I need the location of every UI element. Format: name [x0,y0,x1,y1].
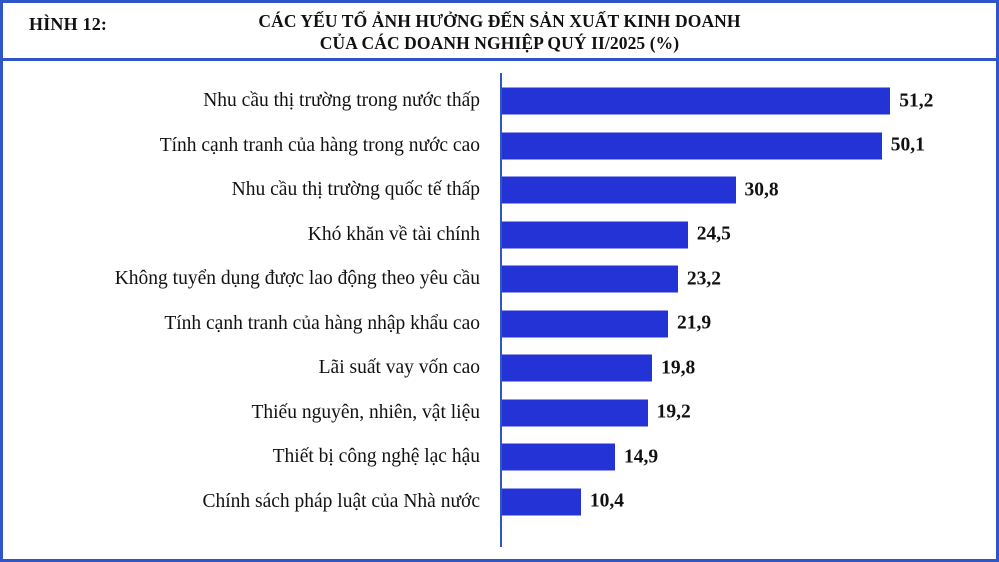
bar [502,310,668,337]
bar-value-label: 21,9 [677,312,712,334]
bar [502,399,648,426]
bar-row [3,346,996,391]
bar-value-label: 23,2 [686,268,722,290]
bar-row [3,391,996,436]
bar-rows [3,79,996,524]
bar [502,266,678,293]
bar-row [3,213,996,258]
bar [502,444,615,471]
bar-and-value [502,132,925,159]
category-label: Lãi suất vay vốn cao [318,357,480,379]
bar [502,355,652,382]
bar [502,488,581,515]
bar-row [3,79,996,124]
bar-value-label: 30,8 [744,179,779,201]
category-label: Nhu cầu thị trường quốc tế thấp [231,179,480,201]
bar-row [3,168,996,213]
bar-and-value [502,444,658,471]
bar-row [3,124,996,169]
bar-and-value [502,355,695,382]
bar-and-value [502,399,691,426]
category-label: Thiết bị công nghệ lạc hậu [272,446,480,468]
title-line-2: CỦA CÁC DOANH NGHIỆP QUÝ II/2025 (%) [319,33,680,53]
figure-title [153,10,846,54]
bar-row [3,257,996,302]
bar-and-value [502,177,779,204]
category-label: Tính cạnh tranh của hàng trong nước cao [159,134,480,156]
bar [502,177,736,204]
bar-value-label: 24,5 [696,223,731,245]
category-label: Thiếu nguyên, nhiên, vật liệu [251,401,480,423]
bar-value-label: 51,2 [899,90,934,112]
figure-number-label: HÌNH 12: [29,14,108,34]
bar-and-value [502,88,933,115]
bar-row [3,435,996,480]
bar-value-label: 14,9 [624,446,659,468]
bar-and-value [502,310,711,337]
bar-row [3,302,996,347]
category-label: Nhu cầu thị trường trong nước thấp [203,90,480,112]
category-label: Khó khăn về tài chính [307,223,480,245]
category-label: Chính sách pháp luật của Nhà nước [202,490,480,512]
bar-value-label: 50,1 [890,134,925,156]
category-label: Tính cạnh tranh của hàng nhập khẩu cao [164,312,480,334]
title-line-1: CÁC YẾU TỐ ẢNH HƯỞNG ĐẾN SẢN XUẤT KINH DOANH [258,11,741,31]
bar [502,88,890,115]
bar [502,221,688,248]
chart-plot-area [3,61,996,559]
bar-and-value [502,488,624,515]
bar-value-label: 19,8 [661,357,696,379]
bar-value-label: 19,2 [656,401,691,423]
bar-and-value [502,221,731,248]
bar-row [3,480,996,525]
figure-header [3,3,996,61]
bar-and-value [502,266,721,293]
bar [502,132,882,159]
category-label: Không tuyển dụng được lao động theo yêu cầu [114,268,480,290]
bar-value-label: 10,4 [589,490,625,512]
